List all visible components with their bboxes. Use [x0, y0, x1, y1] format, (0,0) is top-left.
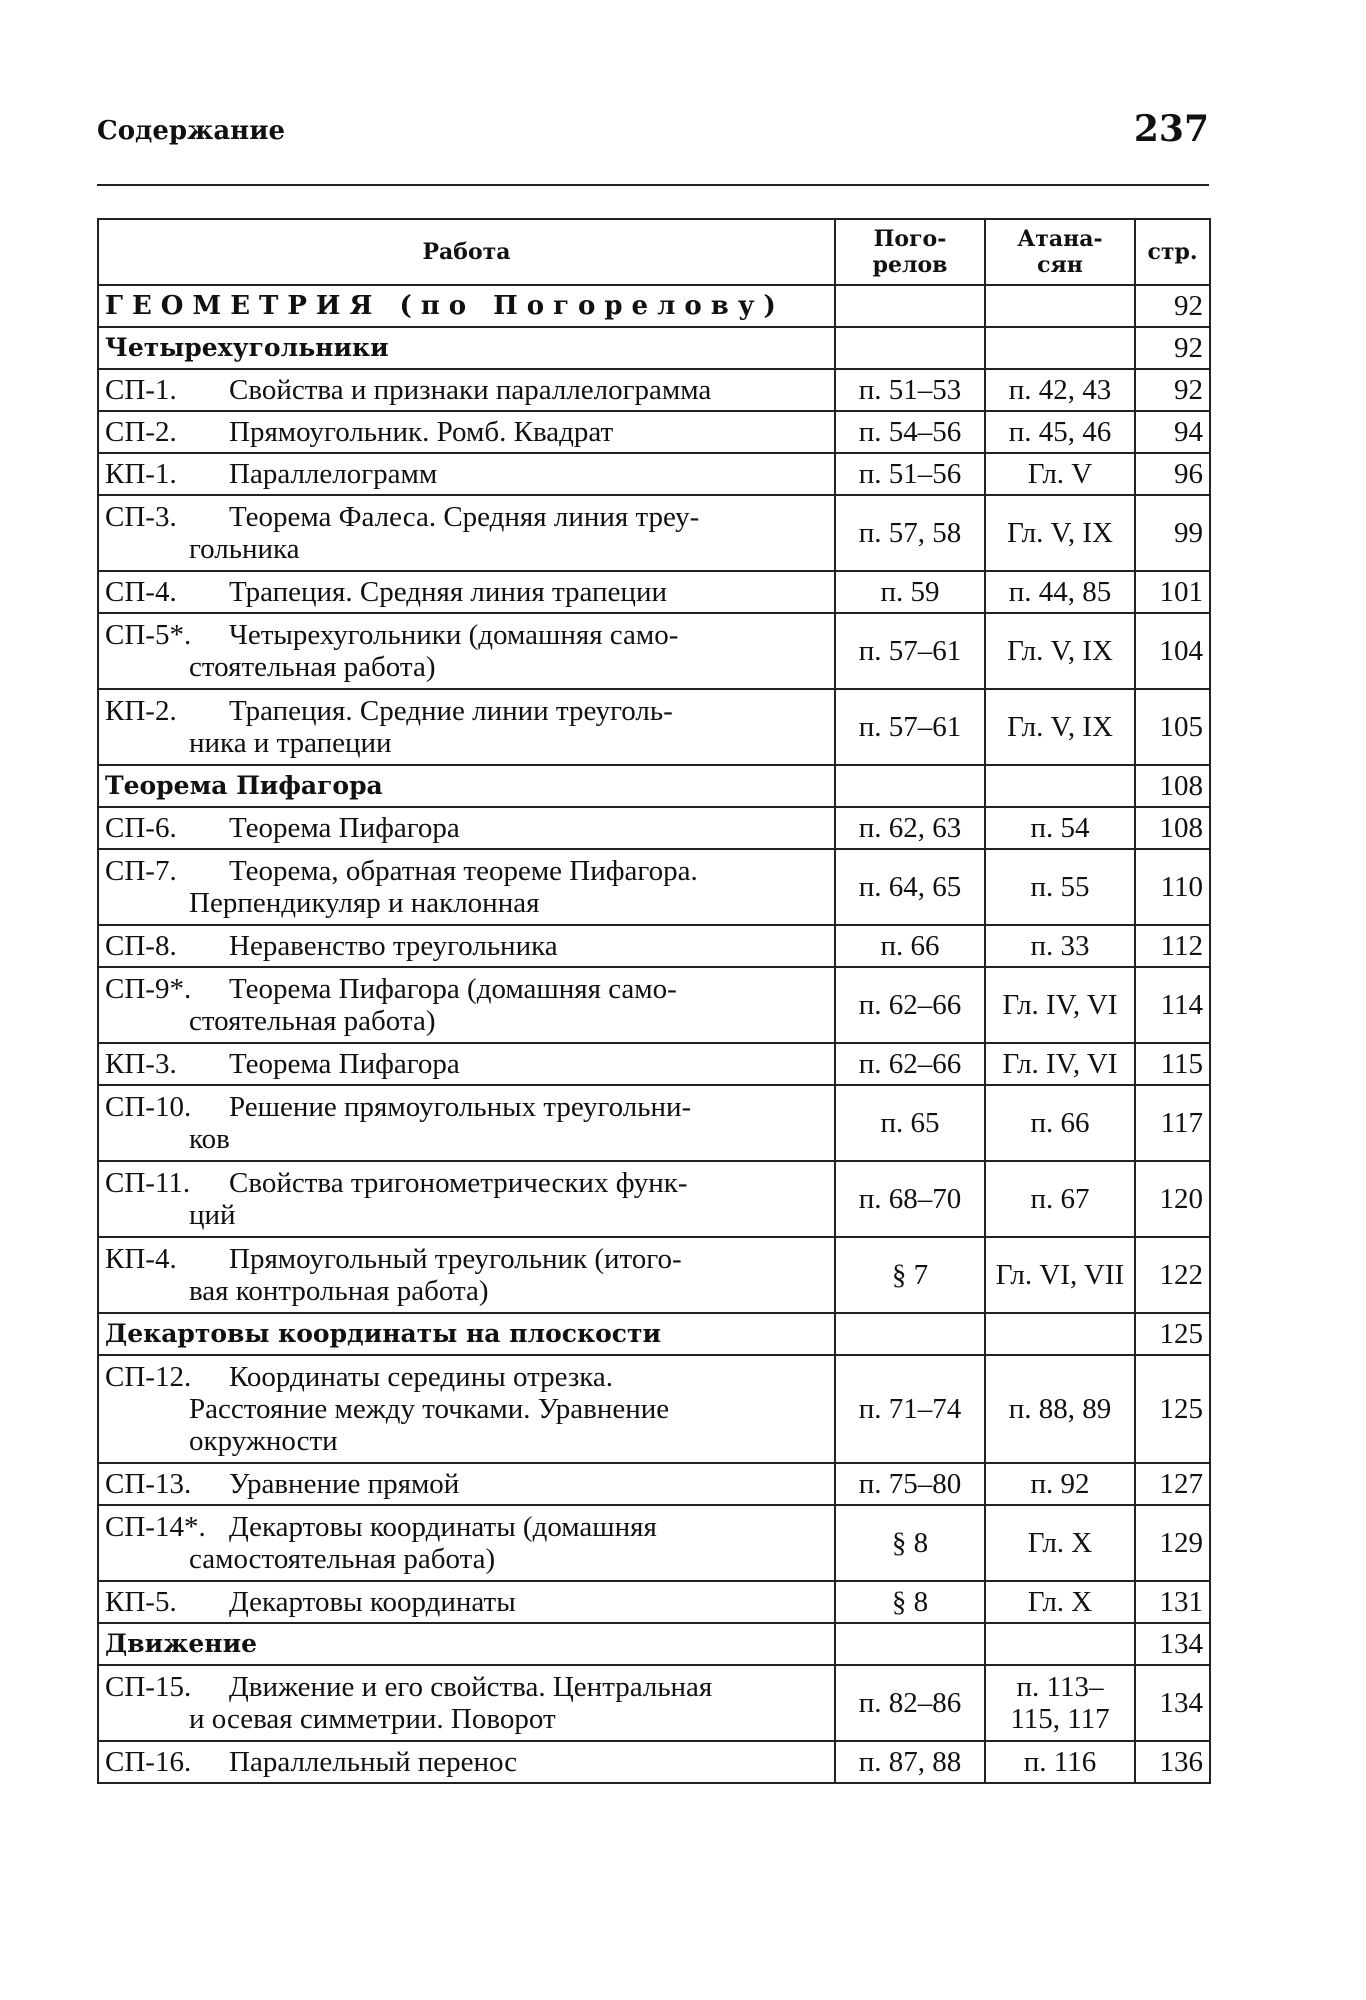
- atanasyan-ref: Гл. IV, VI: [985, 967, 1135, 1043]
- work-title-line: ков: [189, 1123, 230, 1155]
- pogorelov-ref: п. 57, 58: [835, 495, 985, 571]
- work-cell: [98, 1665, 835, 1741]
- page-cell: 117: [1135, 1085, 1210, 1161]
- pogorelov-ref: п. 62–66: [835, 1043, 985, 1085]
- page-cell: 92: [1135, 327, 1210, 369]
- atanasyan-ref: п. 55: [985, 849, 1135, 925]
- page-cell: 127: [1135, 1463, 1210, 1505]
- table-row: [98, 807, 1210, 849]
- work-title-line: Трапеция. Средняя линия трапеции: [229, 576, 667, 608]
- work-title-line: Теорема, обратная теореме Пифагора.: [229, 855, 698, 887]
- empty-cell: [985, 327, 1135, 369]
- pogorelov-ref: § 8: [835, 1505, 985, 1581]
- work-code: СП-10.: [105, 1091, 192, 1123]
- work-title-line: Параллельный перенос: [229, 1746, 518, 1778]
- table-row: [98, 369, 1210, 411]
- table-row: [98, 1161, 1210, 1237]
- pogorelov-ref: п. 82–86: [835, 1665, 985, 1741]
- work-title-line: вая контрольная работа): [189, 1275, 489, 1307]
- work-title-line: ций: [189, 1199, 236, 1231]
- pogorelov-ref: п. 59: [835, 571, 985, 613]
- table-row: [98, 849, 1210, 925]
- work-cell: [98, 369, 835, 411]
- atanasyan-ref: п. 92: [985, 1463, 1135, 1505]
- empty-cell: [835, 1623, 985, 1665]
- empty-cell: [835, 1313, 985, 1355]
- work-code: СП-13.: [105, 1468, 192, 1500]
- atanasyan-ref: п. 33: [985, 925, 1135, 967]
- section-title: ГЕОМЕТРИЯ (по Погорелову): [98, 285, 835, 327]
- work-cell: [98, 1161, 835, 1237]
- page-cell: 94: [1135, 411, 1210, 453]
- work-cell: [98, 1355, 835, 1463]
- contents-body: [98, 285, 1210, 1783]
- work-title-line: Теорема Пифагора: [229, 812, 460, 844]
- page-cell: 92: [1135, 285, 1210, 327]
- pogorelov-ref: п. 66: [835, 925, 985, 967]
- work-cell: [98, 925, 835, 967]
- table-row: [98, 613, 1210, 689]
- work-code: КП-2.: [105, 695, 177, 727]
- work-title-line: ника и трапеции: [189, 727, 392, 759]
- pogorelov-ref: § 7: [835, 1237, 985, 1313]
- work-title-line: Декартовы координаты (домашняя: [229, 1511, 657, 1543]
- page-cell: 104: [1135, 613, 1210, 689]
- work-cell: [98, 1043, 835, 1085]
- table-header-row: [98, 219, 1210, 285]
- work-title-line: Координаты середины отрезка.: [229, 1361, 614, 1393]
- atanasyan-ref: п. 66: [985, 1085, 1135, 1161]
- work-code: СП-8.: [105, 930, 177, 962]
- page-cell: 96: [1135, 453, 1210, 495]
- empty-cell: [985, 1623, 1135, 1665]
- work-title-line: Уравнение прямой: [229, 1468, 460, 1500]
- pogorelov-ref: § 8: [835, 1581, 985, 1623]
- work-title-line: стоятельная работа): [189, 651, 436, 683]
- atanasyan-ref: Гл. V, IX: [985, 495, 1135, 571]
- work-title-line: Теорема Фалеса. Средняя линия треу-: [229, 501, 700, 533]
- table-row: [98, 967, 1210, 1043]
- table-row: [98, 1085, 1210, 1161]
- page-cell: 92: [1135, 369, 1210, 411]
- work-code: СП-3.: [105, 501, 177, 533]
- work-cell: [98, 453, 835, 495]
- atanasyan-ref: п. 42, 43: [985, 369, 1135, 411]
- work-title-line: Свойства и признаки параллелограмма: [229, 374, 712, 406]
- atanasyan-ref: Гл. VI, VII: [985, 1237, 1135, 1313]
- pogorelov-ref: п. 51–53: [835, 369, 985, 411]
- empty-cell: [835, 327, 985, 369]
- table-row: [98, 1237, 1210, 1313]
- page-cell: 120: [1135, 1161, 1210, 1237]
- page-cell: 131: [1135, 1581, 1210, 1623]
- pogorelov-ref: п. 68–70: [835, 1161, 985, 1237]
- work-cell: [98, 849, 835, 925]
- atanasyan-ref: п. 116: [985, 1741, 1135, 1783]
- work-code: КП-5.: [105, 1586, 177, 1618]
- table-row: [98, 453, 1210, 495]
- running-title: Содержание: [97, 116, 286, 146]
- pogorelov-ref: п. 57–61: [835, 613, 985, 689]
- work-cell: [98, 571, 835, 613]
- atanasyan-ref: Гл. X: [985, 1581, 1135, 1623]
- page-cell: 125: [1135, 1313, 1210, 1355]
- page-cell: 105: [1135, 689, 1210, 765]
- table-row: [98, 1043, 1210, 1085]
- contents-table: [97, 218, 1211, 1784]
- page-cell: 99: [1135, 495, 1210, 571]
- page-cell: 114: [1135, 967, 1210, 1043]
- column-header-atanasyan: Атана- сян: [985, 219, 1135, 285]
- atanasyan-ref: Гл. V, IX: [985, 689, 1135, 765]
- page-cell: 110: [1135, 849, 1210, 925]
- work-title-line: Теорема Пифагора: [229, 1048, 460, 1080]
- pogorelov-ref: п. 87, 88: [835, 1741, 985, 1783]
- table-row: [98, 1665, 1210, 1741]
- table-row: [98, 1463, 1210, 1505]
- atanasyan-ref: Гл. V, IX: [985, 613, 1135, 689]
- work-code: СП-16.: [105, 1746, 192, 1778]
- page-cell: 136: [1135, 1741, 1210, 1783]
- empty-cell: [985, 765, 1135, 807]
- empty-cell: [835, 765, 985, 807]
- section-row: [98, 1313, 1210, 1355]
- table-row: [98, 495, 1210, 571]
- table-row: [98, 925, 1210, 967]
- work-title-line: Параллелограмм: [229, 458, 438, 490]
- page-cell: 122: [1135, 1237, 1210, 1313]
- section-row: [98, 285, 1210, 327]
- work-cell: [98, 807, 835, 849]
- work-code: СП-2.: [105, 416, 177, 448]
- page-cell: 108: [1135, 807, 1210, 849]
- work-code: КП-1.: [105, 458, 177, 490]
- work-code: СП-5*.: [105, 619, 192, 651]
- atanasyan-ref: п. 45, 46: [985, 411, 1135, 453]
- work-title-line: и осевая симметрии. Поворот: [189, 1703, 556, 1735]
- work-code: КП-4.: [105, 1243, 177, 1275]
- section-title: Теорема Пифагора: [98, 765, 835, 807]
- pogorelov-ref: п. 75–80: [835, 1463, 985, 1505]
- page-cell: 101: [1135, 571, 1210, 613]
- work-code: СП-1.: [105, 374, 177, 406]
- section-row: [98, 765, 1210, 807]
- work-title-line: Трапеция. Средние линии треуголь-: [229, 695, 673, 727]
- atanasyan-ref: п. 54: [985, 807, 1135, 849]
- page-cell: 134: [1135, 1623, 1210, 1665]
- work-title-line: гольника: [189, 533, 300, 565]
- work-cell: [98, 689, 835, 765]
- empty-cell: [985, 1313, 1135, 1355]
- work-code: СП-11.: [105, 1167, 191, 1199]
- page-cell: 115: [1135, 1043, 1210, 1085]
- table-row: [98, 689, 1210, 765]
- pogorelov-ref: п. 65: [835, 1085, 985, 1161]
- page-cell: 125: [1135, 1355, 1210, 1463]
- page-number: 237: [1133, 108, 1209, 150]
- section-title: Движение: [98, 1623, 835, 1665]
- work-code: КП-3.: [105, 1048, 177, 1080]
- work-cell: [98, 1505, 835, 1581]
- work-code: СП-7.: [105, 855, 177, 887]
- table-row: [98, 1581, 1210, 1623]
- work-title-line: Прямоугольный треугольник (итого-: [229, 1243, 682, 1275]
- pogorelov-ref: п. 54–56: [835, 411, 985, 453]
- page-cell: 112: [1135, 925, 1210, 967]
- work-cell: [98, 1085, 835, 1161]
- work-title-line: Движение и его свойства. Центральная: [229, 1671, 713, 1703]
- column-header-pogorelov: Пого- релов: [835, 219, 985, 285]
- work-cell: [98, 967, 835, 1043]
- work-title-line: Четырехугольники (домашняя само-: [229, 619, 679, 651]
- work-title-line: окружности: [189, 1425, 338, 1457]
- section-row: [98, 1623, 1210, 1665]
- page-header: [97, 110, 1209, 186]
- work-cell: [98, 1741, 835, 1783]
- column-header-work: Работа: [98, 219, 835, 285]
- work-title-line: стоятельная работа): [189, 1005, 436, 1037]
- pogorelov-ref: п. 62, 63: [835, 807, 985, 849]
- work-code: СП-6.: [105, 812, 177, 844]
- table-row: [98, 411, 1210, 453]
- work-title-line: Прямоугольник. Ромб. Квадрат: [229, 416, 614, 448]
- work-code: СП-12.: [105, 1361, 192, 1393]
- atanasyan-ref: п. 44, 85: [985, 571, 1135, 613]
- section-title: Декартовы координаты на плоскости: [98, 1313, 835, 1355]
- work-title-line: Перпендикуляр и наклонная: [189, 887, 540, 919]
- work-title-line: Решение прямоугольных треугольни-: [229, 1091, 692, 1123]
- table-row: [98, 1355, 1210, 1463]
- table-row: [98, 1505, 1210, 1581]
- work-title-line: Неравенство треугольника: [229, 930, 558, 962]
- empty-cell: [985, 285, 1135, 327]
- work-title-line: самостоятельная работа): [189, 1543, 496, 1575]
- atanasyan-ref: Гл. V: [985, 453, 1135, 495]
- work-cell: [98, 613, 835, 689]
- pogorelov-ref: п. 57–61: [835, 689, 985, 765]
- atanasyan-ref: Гл. IV, VI: [985, 1043, 1135, 1085]
- column-header-page: стр.: [1135, 219, 1210, 285]
- work-title-line: Декартовы координаты: [229, 1586, 516, 1618]
- work-code: СП-4.: [105, 576, 177, 608]
- section-title: Четырехугольники: [98, 327, 835, 369]
- pogorelov-ref: п. 71–74: [835, 1355, 985, 1463]
- work-code: СП-14*.: [105, 1511, 206, 1543]
- work-cell: [98, 1463, 835, 1505]
- table-row: [98, 571, 1210, 613]
- work-cell: [98, 495, 835, 571]
- pogorelov-ref: п. 62–66: [835, 967, 985, 1043]
- page-cell: 108: [1135, 765, 1210, 807]
- table-row: [98, 1741, 1210, 1783]
- pogorelov-ref: п. 64, 65: [835, 849, 985, 925]
- pogorelov-ref: п. 51–56: [835, 453, 985, 495]
- work-cell: [98, 411, 835, 453]
- atanasyan-ref: п. 113–115, 117: [985, 1665, 1135, 1741]
- atanasyan-ref: п. 67: [985, 1161, 1135, 1237]
- work-title-line: Свойства тригонометрических функ-: [229, 1167, 688, 1199]
- atanasyan-ref: п. 88, 89: [985, 1355, 1135, 1463]
- page-cell: 134: [1135, 1665, 1210, 1741]
- work-cell: [98, 1237, 835, 1313]
- work-code: СП-15.: [105, 1671, 192, 1703]
- work-title-line: Теорема Пифагора (домашняя само-: [229, 973, 677, 1005]
- page-cell: 129: [1135, 1505, 1210, 1581]
- work-code: СП-9*.: [105, 973, 192, 1005]
- work-title-line: Расстояние между точками. Уравнение: [189, 1393, 670, 1425]
- atanasyan-ref: Гл. X: [985, 1505, 1135, 1581]
- empty-cell: [835, 285, 985, 327]
- section-row: [98, 327, 1210, 369]
- work-cell: [98, 1581, 835, 1623]
